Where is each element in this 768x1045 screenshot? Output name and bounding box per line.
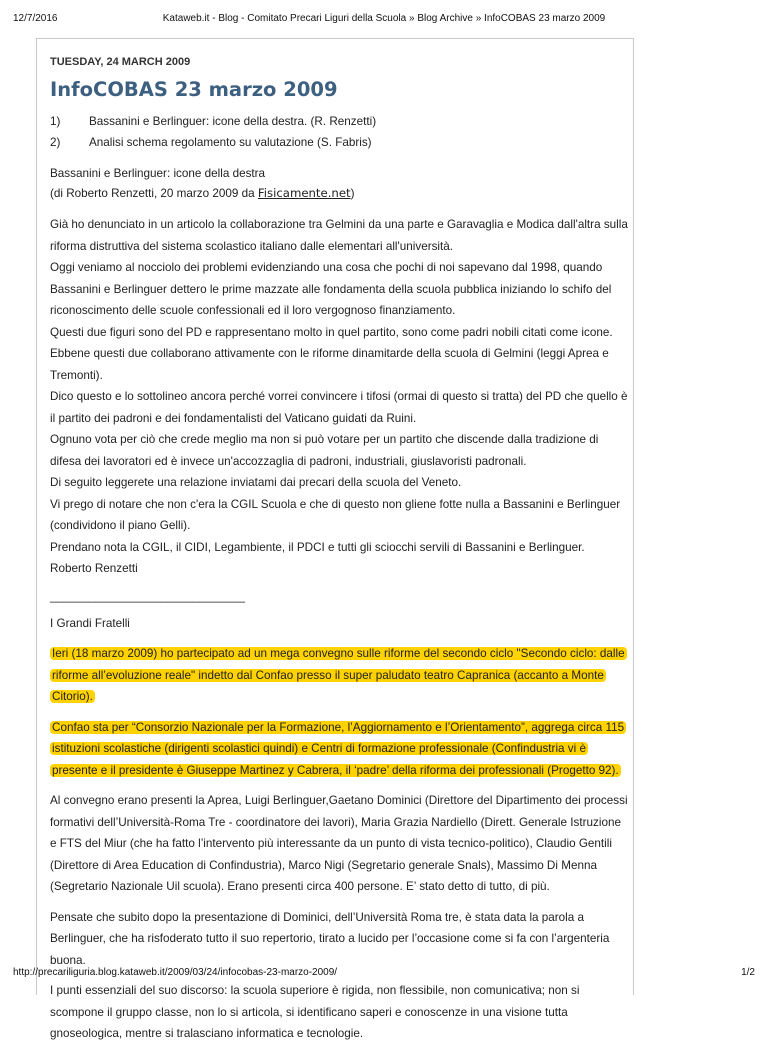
toc-text: Bassanini e Berlinguer: icone della destra. (R. Renzetti)	[89, 115, 377, 128]
print-date: 12/7/2016	[13, 13, 58, 24]
article-intro	[50, 165, 630, 203]
article-body: Già ho denunciato in un articolo la collaborazione tra Gelmini da una parte e Garavaglia e Modica dall'altra sulla riforma distruttiva del sistema scolastico italiano dalle elementari all'università. Oggi veniamo al nocciolo dei problemi evidenziando una cosa che pochi di noi sapevano dal 1998, quando Bassanini e Berlinguer dettero le prime mazzate alle fondamenta della scuola pubblica iniziando lo schifo del riconoscimento delle scuole confessionali ed il loro vergognoso finanziamento. Questi due figuri sono del PD e rappresentano molto in quel partito, sono come padri nobili citati come icone. Ebbene questi due collaborano attivamente con le riforme dinamitarde della scuola di Gelmini (leggi Aprea e Tremonti). Dico questo e lo sottolineo ancora perché vorrei convincere i tifosi (ormai di questo si tratta) del PD che quello è il partito dei padroni e dei fondamentalisti del Vaticano guidati da Ruini. Ognuno vota per ciò che crede meglio ma non si può votare per un partito che discende dalla tradizione di difesa dei lavoratori ed è invece un'accozzaglia di padroni, industriali, giuslavoristi padronali. Di seguito leggerete una relazione inviatami dai precari della scuola del Veneto. Vi prego di notare che non c'era la CGIL Scuola e che di questo non gliene fotte nulla a Bassanini e Berlinguer (condividono il piano Gelli). Prendano nota la CGIL, il CIDI, Legambiente, il PDCI e tutti gli sciocchi servili di Bassanini e Berlinguer. Roberto Renzetti	[50, 218, 628, 575]
highlighted-paragraph	[50, 643, 630, 708]
toc-number: 1)	[50, 115, 61, 128]
print-url[interactable]: http://precariliguria.blog.kataweb.it/2009/03/24/infocobas-23-marzo-2009/	[13, 967, 338, 978]
blog-post-card	[36, 38, 634, 1040]
separator-line: ______________________________	[50, 589, 246, 603]
byline-prefix: (di Roberto Renzetti, 20 marzo 2009 da	[50, 186, 258, 200]
paragraph: Pensate che subito dopo la presentazione di Dominici, dell’Università Roma tre, è stata data la parola a Berlinguer, che ha risfoderato tutto il suo repertorio, tirato a lucido per l’occasione come si fa con l’argenteria buona.	[50, 910, 610, 967]
post-date: TUESDAY, 24 MARCH 2009	[50, 56, 191, 68]
section-title: I Grandi Fratelli	[50, 616, 130, 630]
highlight-text: Ieri (18 marzo 2009) ho partecipato ad un mega convegno sulle riforme del secondo ciclo "Secondo ciclo: dalle riforme all’evoluzione reale" indetto dal Confao presso il super paludato teatro Capranica (accanto a Monte Citorio).	[52, 647, 625, 703]
table-of-contents	[50, 112, 630, 153]
article-title: Bassanini e Berlinguer: icone della destra	[50, 167, 266, 180]
highlight-text: Confao sta per “Consorzio Nazionale per la Formazione, l’Aggiornamento e l’Orientamento”, aggrega circa 115 istituzioni scolastiche (dirigenti scolastici quindi) e Centri di formazione professionale (Confindustria vi è presente e il presidente è Giuseppe Martinez y Cabrera, il ‘padre’ della riforma dei professionali (Progetto 92).	[52, 720, 625, 777]
post-title[interactable]: InfoCOBAS 23 marzo 2009	[50, 78, 338, 101]
source-link[interactable]: Fisicamente.net	[257, 185, 351, 200]
page-number: 1/2	[741, 967, 755, 978]
post-content	[50, 55, 630, 1045]
paragraph: I punti essenziali del suo discorso: la scuola superiore è rigida, non flessibile, non comunicativa; non si scompone il gruppo classe, non lo si articola, si identificano saperi e conoscenze in una visione tutta gnoseologica, mentre si tralasciano informatica e tecnologie.	[50, 984, 580, 1040]
toc-number: 2)	[50, 135, 61, 149]
toc-item	[50, 133, 630, 154]
toc-item	[50, 112, 630, 133]
paragraph: Al convegno erano presenti la Aprea, Luigi Berlinguer,Gaetano Dominici (Direttore del Dipartimento dei processi formativi dell’Università-Roma Tre - coordinatore dei lavori), Maria Grazia Nardiello (Dirett. Generale Istruzione e FTS del Miur (che ha fatto l’intervento più interessante da un punto di vista tecnico-politico), Claudio Gentili (Direttore di Area Education di Confindustria), Marco Nigi (Segretario generale Snals), Massimo Di Menna (Segretario Nazionale Uil scuola). Erano presenti circa 400 persone. E’ stato detto di tutto, di più.	[50, 794, 628, 893]
byline-suffix: )	[350, 186, 355, 200]
highlighted-paragraph	[50, 717, 630, 782]
toc-text: Analisi schema regolamento su valutazione (S. Fabris)	[89, 135, 372, 149]
print-page-title: Kataweb.it - Blog - Comitato Precari Liguri della Scuola » Blog Archive » InfoCOBAS 23 marzo 2009	[162, 13, 606, 24]
